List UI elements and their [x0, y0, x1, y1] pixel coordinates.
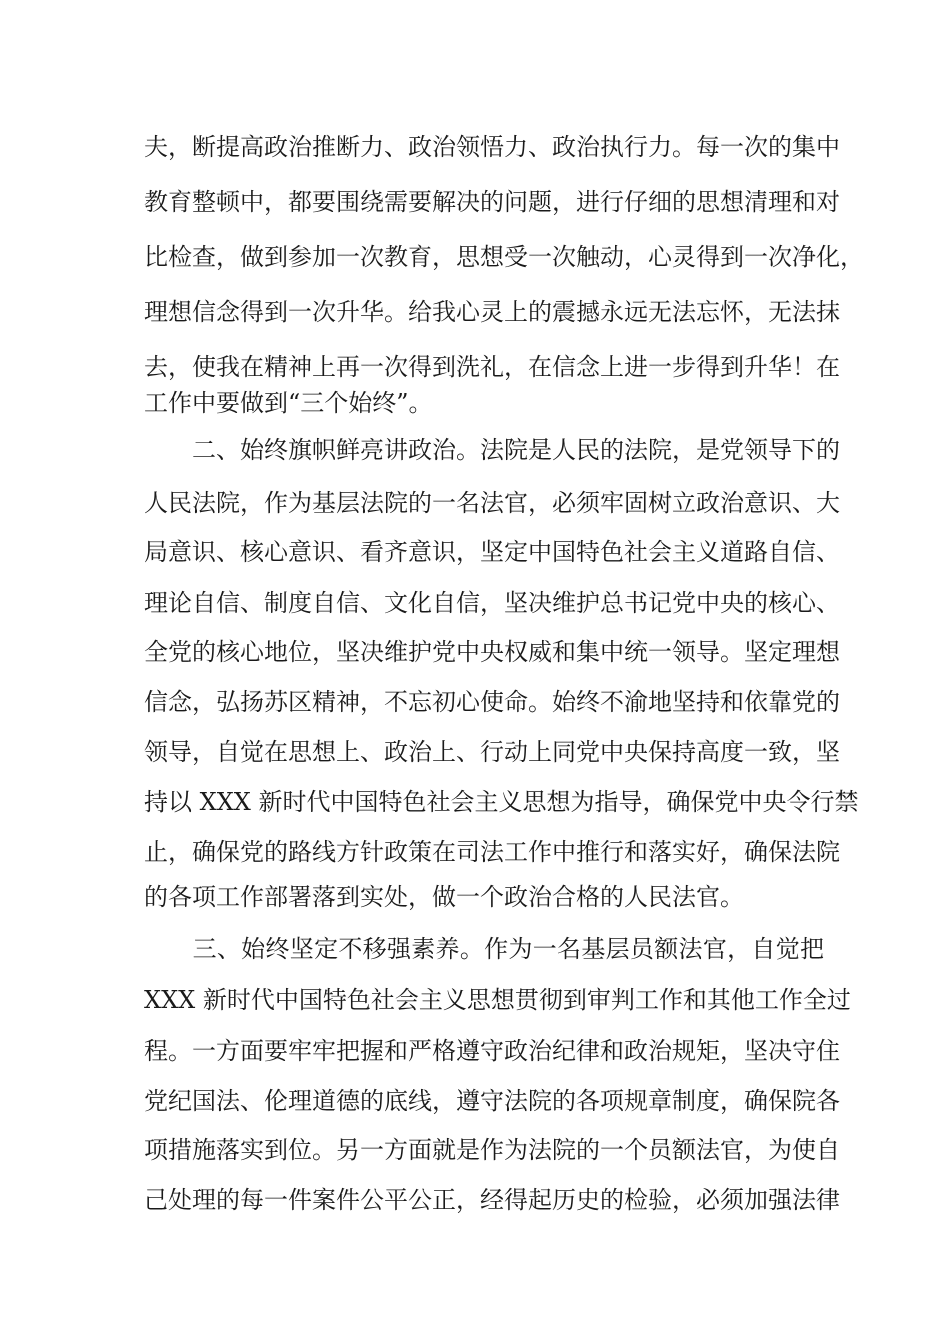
- text-line: 理论自信、制度自信、文化自信，坚决维护总书记党中央的核心、: [144, 589, 840, 617]
- text-line: 比检查，做到参加一次教育，思想受一次触动，心灵得到一次净化，: [144, 243, 864, 271]
- text-line: 三、始终坚定不移强素养。作为一名基层员额法官，自觉把: [144, 935, 824, 963]
- text-line: 持以 XXX 新时代中国特色社会主义思想为指导，确保党中央令行禁: [144, 788, 859, 816]
- text-line: XXX 新时代中国特色社会主义思想贯彻到审判工作和其他工作全过: [144, 986, 851, 1014]
- text-line: 去，使我在精神上再一次得到洗礼，在信念上进一步得到升华！在: [144, 353, 840, 381]
- text-line: 程。一方面要牢牢把握和严格遵守政治纪律和政治规矩，坚决守住: [144, 1037, 840, 1065]
- text-line: 全党的核心地位，坚决维护党中央权威和集中统一领导。坚定理想: [144, 638, 840, 666]
- text-line: 二、始终旗帜鲜亮讲政治。法院是人民的法院，是党领导下的: [144, 436, 840, 464]
- text-line: 局意识、核心意识、看齐意识，坚定中国特色社会主义道路自信、: [144, 538, 840, 566]
- text-line: 信念，弘扬苏区精神，不忘初心使命。始终不渝地坚持和依靠党的: [144, 688, 840, 716]
- text-line: 己处理的每一件案件公平公正，经得起历史的检验，必须加强法律: [144, 1186, 840, 1214]
- text-line: 人民法院，作为基层法院的一名法官，必须牢固树立政治意识、大: [144, 489, 840, 517]
- text-line: 领导，自觉在思想上、政治上、行动上同党中央保持高度一致，坚: [144, 738, 840, 766]
- text-line: 工作中要做到“三个始终”。: [144, 389, 433, 417]
- text-line: 的各项工作部署落到实处，做一个政治合格的人民法官。: [144, 883, 744, 911]
- text-line: 理想信念得到一次升华。给我心灵上的震撼永远无法忘怀，无法抹: [144, 298, 840, 326]
- text-line: 夫，断提高政治推断力、政治领悟力、政治执行力。每一次的集中: [144, 133, 840, 161]
- text-line: 教育整顿中，都要围绕需要解决的问题，进行仔细的思想清理和对: [144, 188, 840, 216]
- text-line: 项措施落实到位。另一方面就是作为法院的一个员额法官，为使自: [144, 1136, 840, 1164]
- text-line: 党纪国法、伦理道德的底线，遵守法院的各项规章制度，确保院各: [144, 1087, 840, 1115]
- text-line: 止，确保党的路线方针政策在司法工作中推行和落实好，确保法院: [144, 838, 840, 866]
